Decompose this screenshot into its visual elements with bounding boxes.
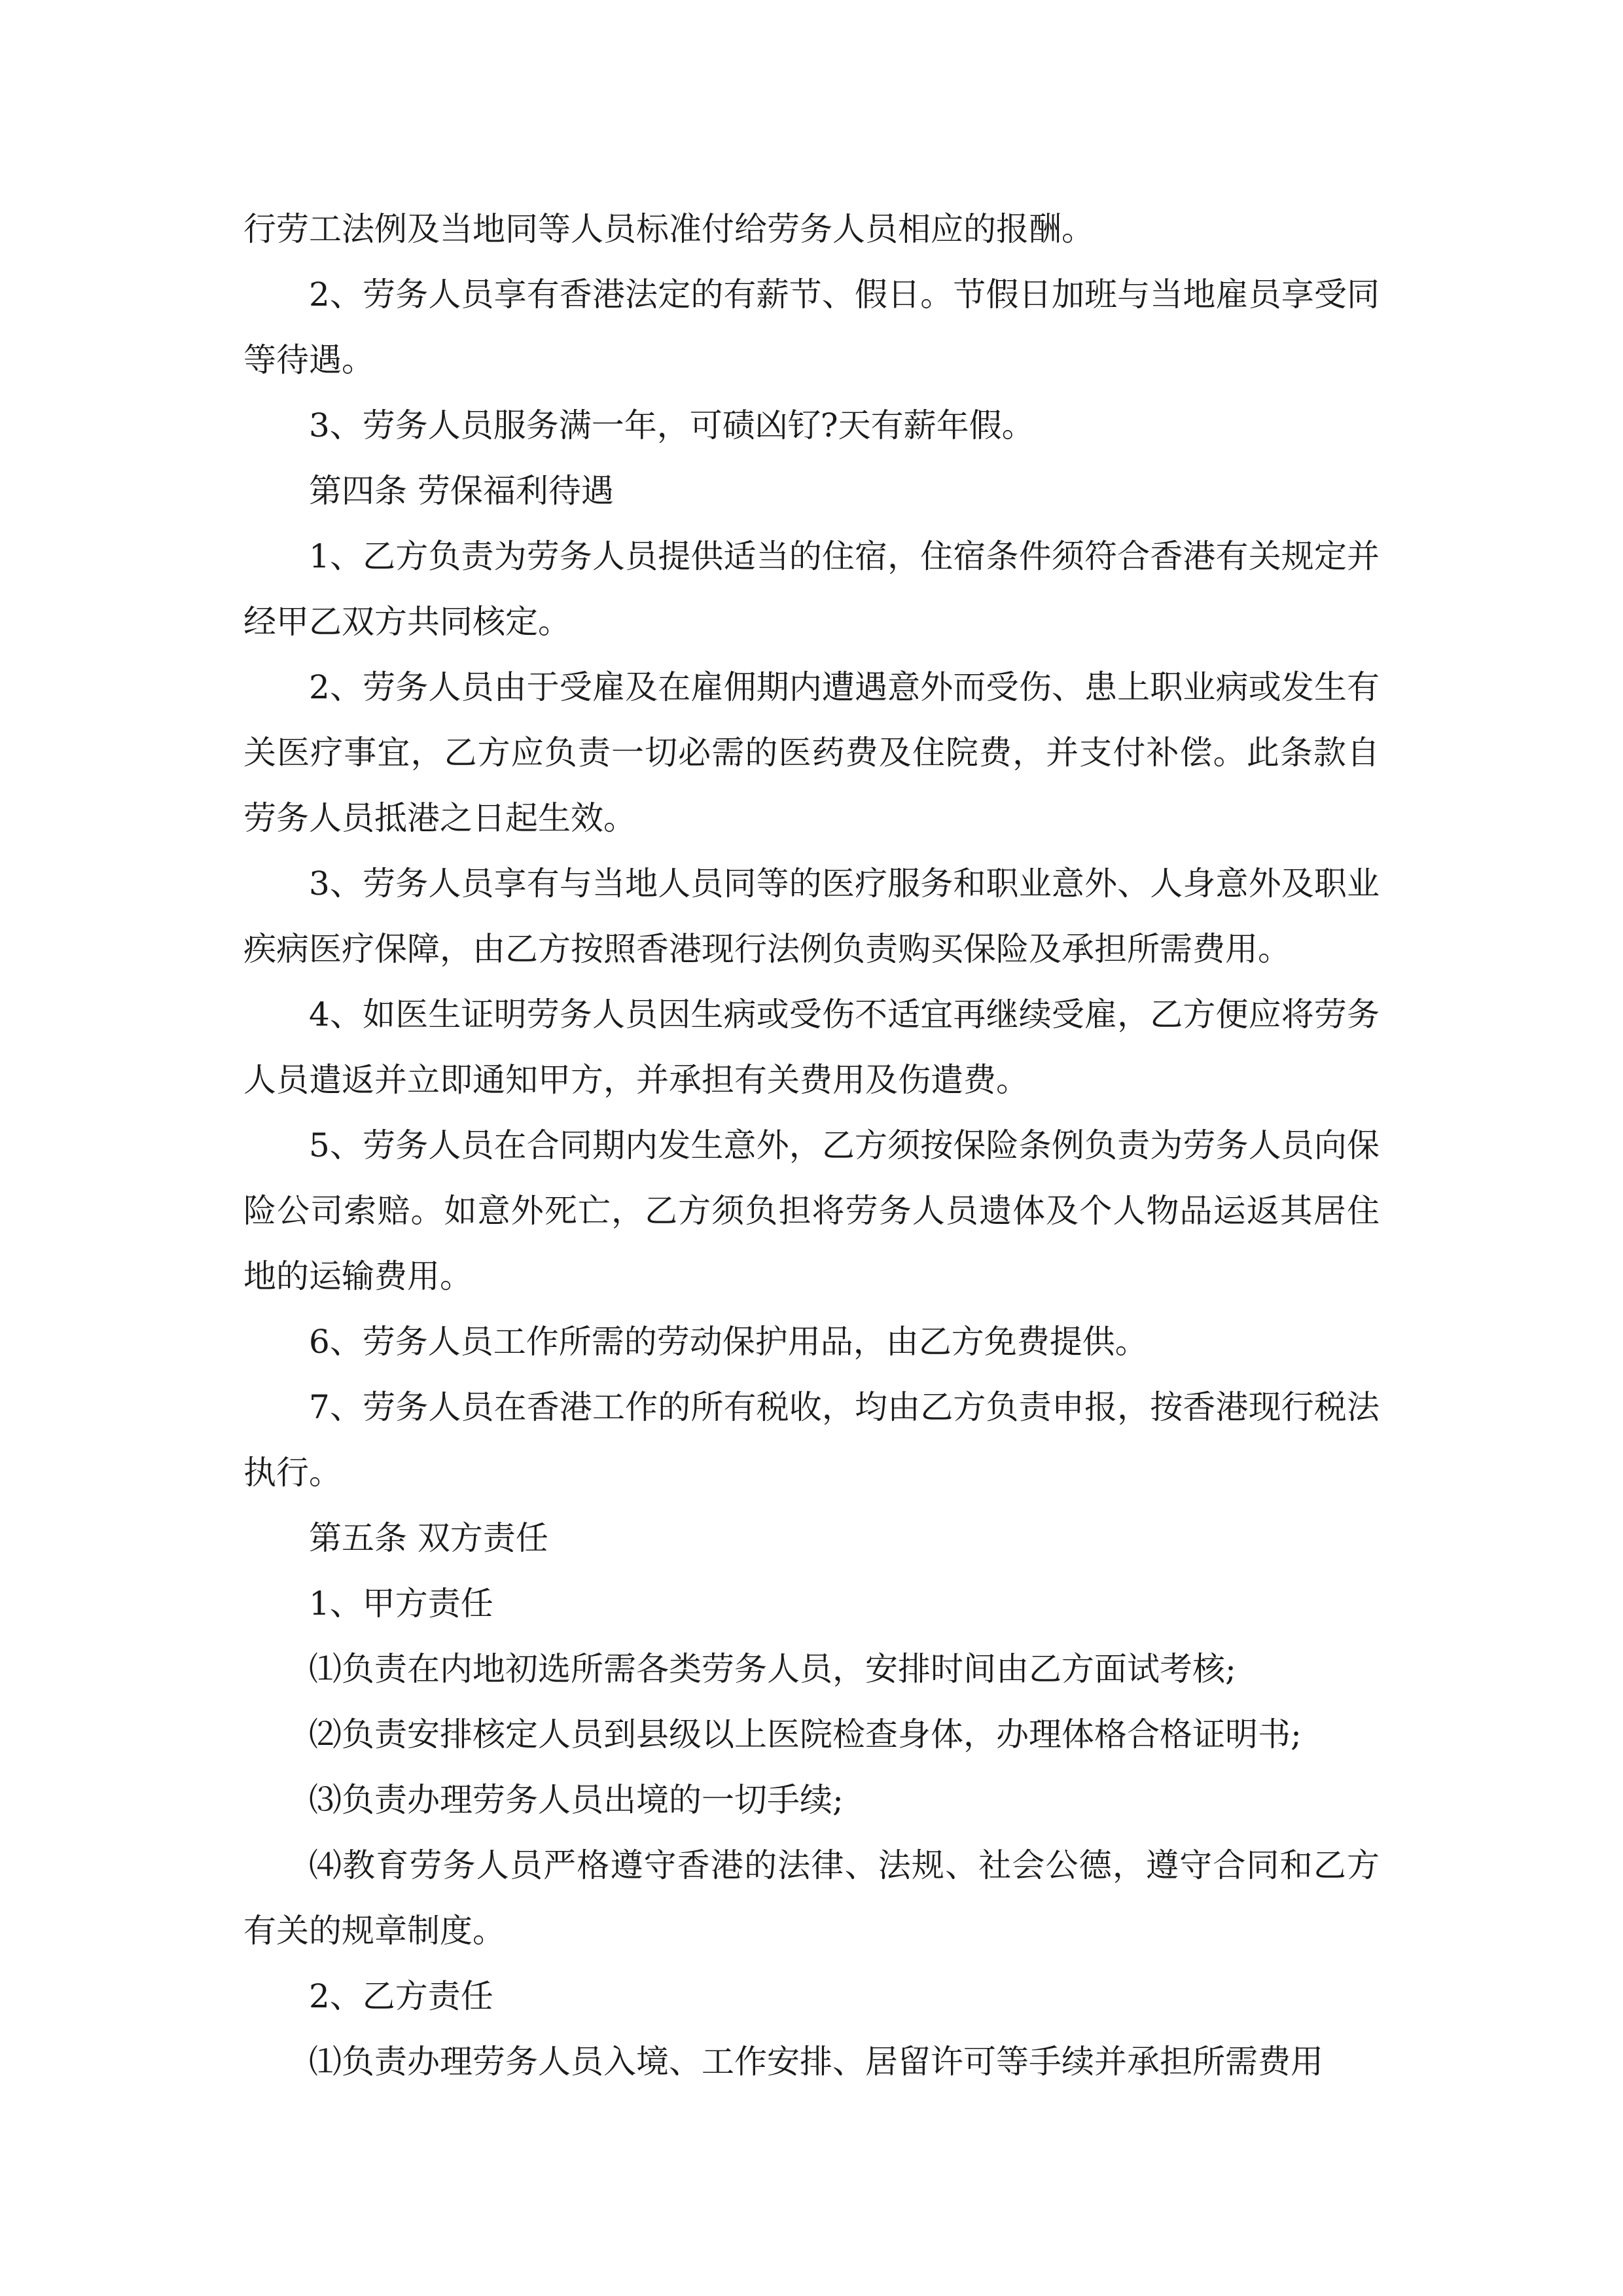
subsection-heading: 2、乙方责任: [309, 1977, 493, 2015]
section-heading: 第四条 劳保福利待遇: [309, 472, 614, 510]
list-item: ⑶负责办理劳务人员出境的一切手续;: [309, 1781, 844, 1819]
document-body: [243, 196, 1380, 2094]
list-item: ⑵负责安排核定人员到县级以上医院检查身体，办理体格合格证明书;: [309, 1715, 1302, 1753]
list-item: ⑷教育劳务人员严格遵守香港的法律、法规、社会公德，遵守合同和乙方有关的规章制度。: [243, 1846, 1380, 1950]
paragraph: 2、劳务人员享有香港法定的有薪节、假日。节假日加班与当地雇员享受同等待遇。: [243, 276, 1380, 379]
subsection-heading: 1、甲方责任: [309, 1585, 493, 1623]
paragraph: 7、劳务人员在香港工作的所有税收，均由乙方负责申报，按香港现行税法执行。: [243, 1388, 1380, 1492]
list-item: ⑴负责办理劳务人员入境、工作安排、居留许可等手续并承担所需费用: [309, 2043, 1323, 2081]
paragraph: 3、劳务人员享有与当地人员同等的医疗服务和职业意外、人身意外及职业疾病医疗保障，由乙方按照香港现行法例负责购买保险及承担所需费用。: [243, 865, 1380, 968]
paragraph: 3、劳务人员服务满一年，可碛凶钌?天有薪年假。: [309, 406, 1035, 444]
paragraph: 1、乙方负责为劳务人员提供适当的住宿，住宿条件须符合香港有关规定并经甲乙双方共同核定。: [243, 537, 1380, 641]
list-item: ⑴负责在内地初选所需各类劳务人员，安排时间由乙方面试考核;: [309, 1650, 1236, 1688]
paragraph: 2、劳务人员由于受雇及在雇佣期内遭遇意外而受伤、患上职业病或发生有关医疗事宜，乙方应负责一切必需的医药费及住院费，并支付补偿。此条款自劳务人员抵港之日起生效。: [243, 668, 1380, 837]
paragraph: 5、劳务人员在合同期内发生意外，乙方须按保险条例负责为劳务人员向保险公司索赔。如意外死亡，乙方须负担将劳务人员遗体及个人物品运返其居住地的运输费用。: [243, 1126, 1380, 1295]
section-heading: 第五条 双方责任: [309, 1519, 548, 1557]
paragraph: 6、劳务人员工作所需的劳动保护用品，由乙方免费提供。: [309, 1323, 1148, 1361]
paragraph: 4、如医生证明劳务人员因生病或受伤不适宜再继续受雇，乙方便应将劳务人员遣返并立即通知甲方，并承担有关费用及伤遣费。: [243, 996, 1380, 1099]
paragraph: 行劳工法例及当地同等人员标准付给劳务人员相应的报酬。: [243, 210, 1094, 248]
